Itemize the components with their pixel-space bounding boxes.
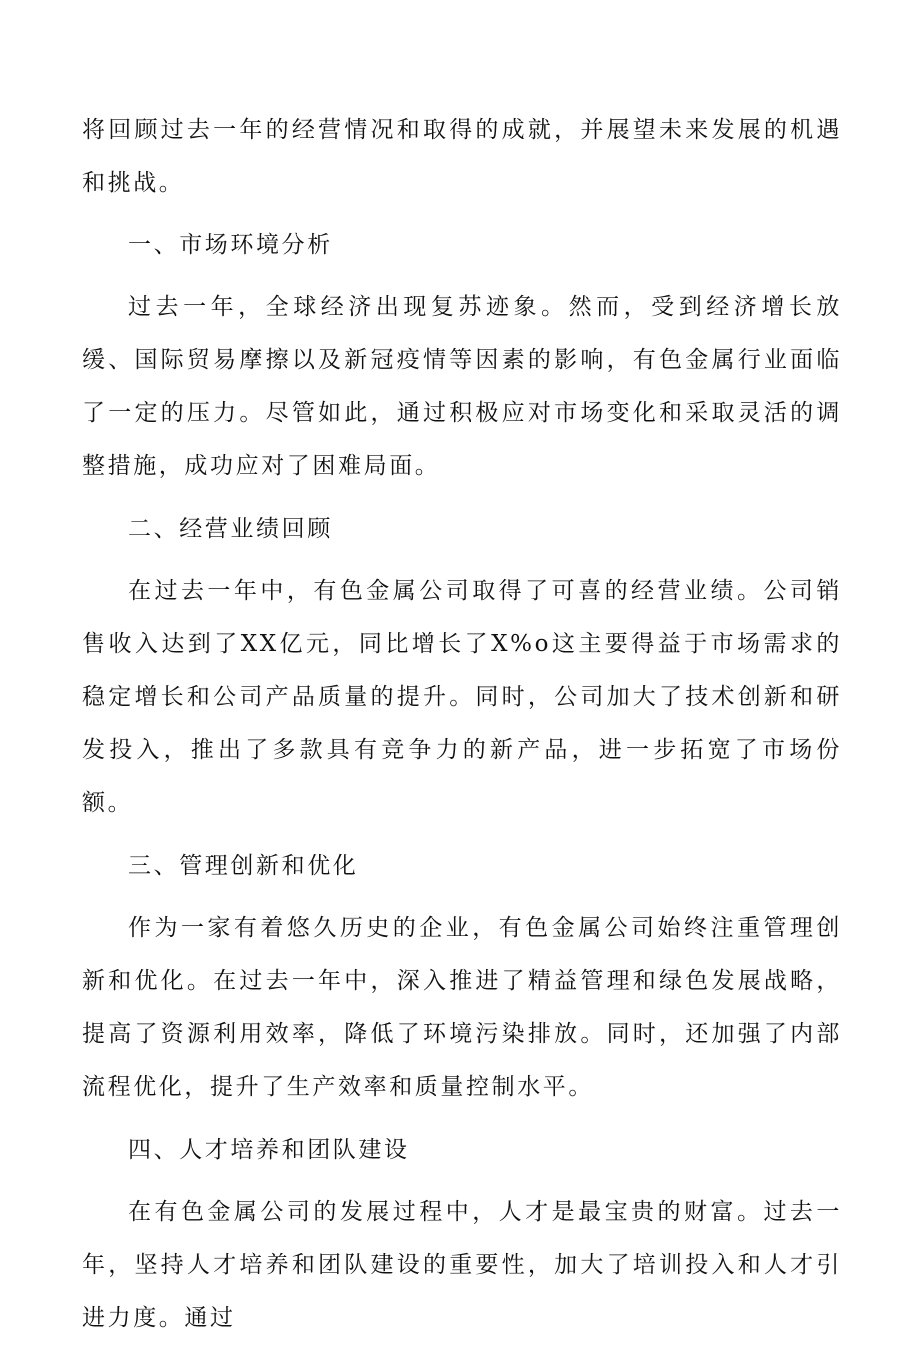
paragraph-market-analysis: 过去一年，全球经济出现复苏迹象。然而，受到经济增长放缓、国际贸易摩擦以及新冠疫情等因素的影响，有色金属行业面临了一定的压力。尽管如此，通过积极应对市场变化和采取灵活的调整措施，成功应对了困难局面。 — [82, 294, 842, 479]
paragraph-performance-review: 在过去一年中，有色金属公司取得了可喜的经营业绩。公司销售收入达到了XX亿元，同比增长了X%o这主要得益于市场需求的稳定增长和公司产品质量的提升。同时，公司加大了技术创新和研发投入，推出了多款具有竞争力的新产品，进一步拓宽了市场份额。 — [82, 578, 842, 816]
section-heading-performance: 二、经营业绩回顾 — [128, 516, 333, 542]
section-heading-talent: 四、人才培养和团队建设 — [128, 1137, 410, 1163]
paragraph-management-innovation: 作为一家有着悠久历史的企业，有色金属公司始终注重管理创新和优化。在过去一年中，深入推进了精益管理和绿色发展战略，提高了资源利用效率，降低了环境污染排放。同时，还加强了内部流程优化，提升了生产效率和质量控制水平。 — [82, 915, 842, 1100]
paragraph-talent-development: 在有色金属公司的发展过程中，人才是最宝贵的财富。过去一年，坚持人才培养和团队建设的重要性，加大了培训投入和人才引进力度。通过 — [82, 1199, 842, 1331]
section-heading-management: 三、管理创新和优化 — [128, 853, 359, 879]
section-heading-market: 一、市场环境分析 — [128, 232, 333, 258]
document-body — [82, 104, 842, 1345]
paragraph-continuation: 将回顾过去一年的经营情况和取得的成就，并展望未来发展的机遇和挑战。 — [82, 117, 842, 196]
